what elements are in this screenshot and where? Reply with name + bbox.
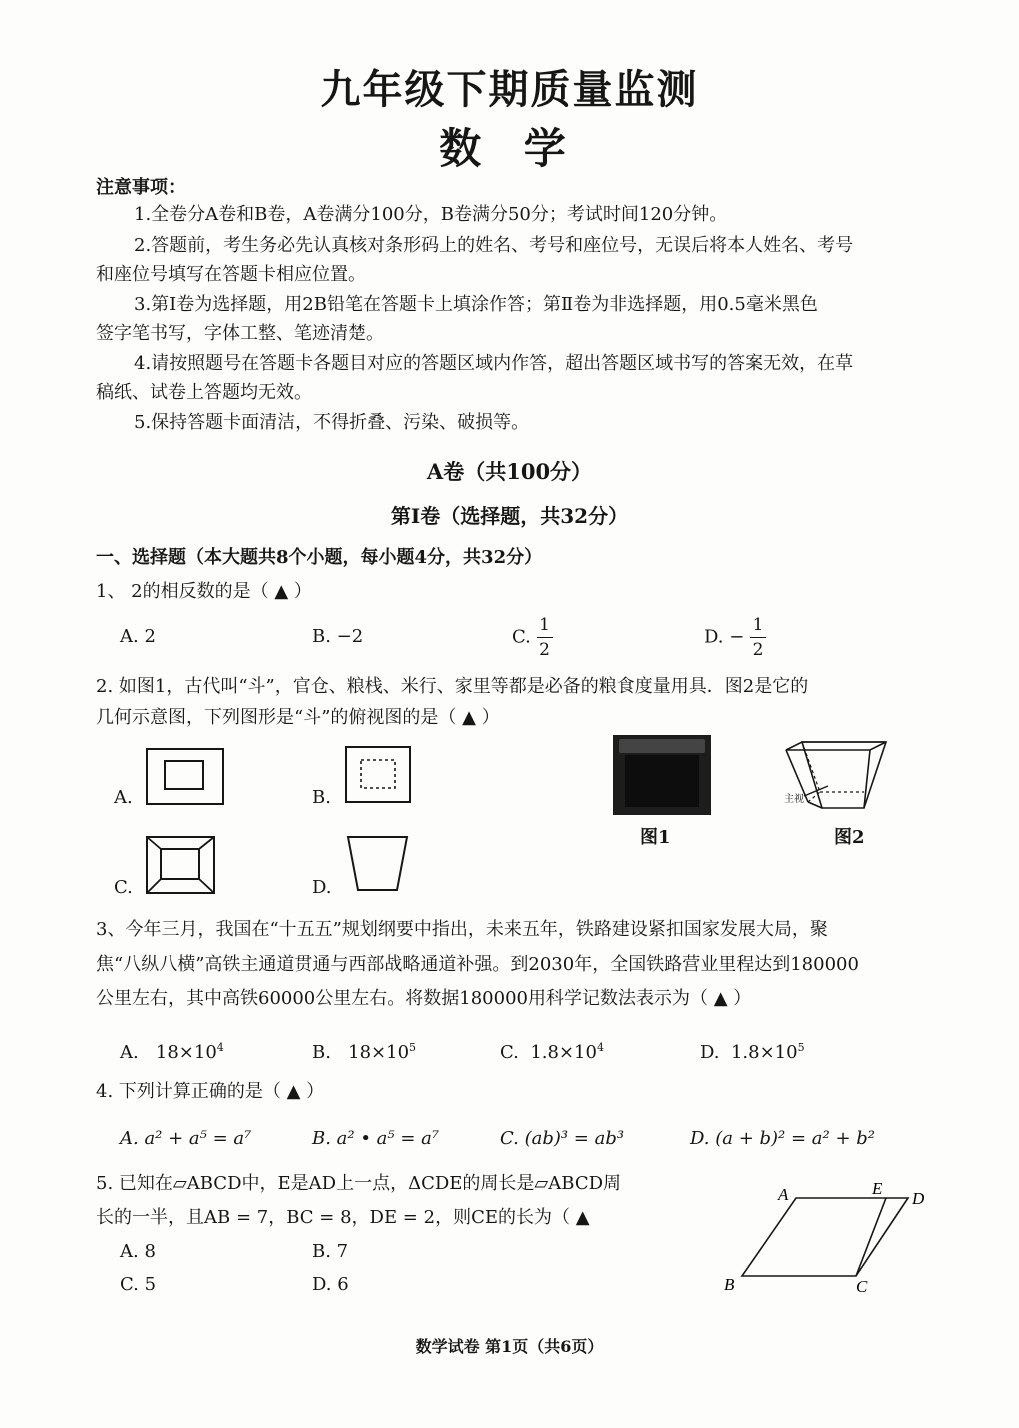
parallelogram-figure	[720, 1178, 940, 1298]
q2-option-b-label: B.	[312, 787, 331, 808]
figure-2-note: 主视	[784, 794, 804, 805]
q5-option-a: A. 8	[120, 1241, 156, 1262]
notice-item: 3.第Ⅰ卷为选择题，用2B铅笔在答题卡上填涂作答；第Ⅱ卷为非选择题，用0.5毫米黑色	[134, 294, 818, 315]
q1-option-d: D. − $\frac{1}{2}$	[704, 615, 766, 660]
notice-item: 和座位号填写在答题卡相应位置。	[96, 264, 366, 285]
q5-line: 长的一半，且AB = 7，BC = 8，DE = 2，则CE的长为（ ▲	[96, 1207, 590, 1228]
q3-option-a: A. $18\times 10^4$	[120, 1041, 224, 1063]
page-title: 九年级下期质量监测	[320, 66, 699, 113]
notice-item: 4.请按照题号在答题卡各题目对应的答题区域内作答，超出答题区域书写的答案无效，在草	[134, 353, 854, 374]
figure-1-photo	[613, 735, 711, 815]
q4-option-c: C. (ab)³ = ab³	[500, 1128, 625, 1149]
figure-2-caption: 图2	[834, 827, 865, 848]
q2-line: 2. 如图1，古代叫“斗”，官仓、粮栈、米行、家里等都是必备的粮食度量用具．图2是它的	[96, 676, 809, 697]
notice-item: 5.保持答题卡面清洁，不得折叠、污染、破损等。	[134, 412, 530, 433]
q3-option-b: B. $18\times 10^5$	[312, 1041, 417, 1063]
q2-option-c-figure	[146, 836, 216, 896]
q5-option-d: D. 6	[312, 1274, 349, 1295]
q3-line: 3、今年三月，我国在“十五五”规划纲要中指出，未来五年，铁路建设紧扣国家发展大局，聚	[96, 919, 828, 940]
q5-option-b: B. 7	[312, 1241, 349, 1262]
q4-option-d: D. (a + b)² = a² + b²	[690, 1128, 876, 1149]
section-juan1: 第Ⅰ卷（选择题，共32分）	[390, 504, 629, 528]
page-footer: 数学试卷 第1页（共6页）	[415, 1337, 604, 1356]
notice-item: 2.答题前，考生务必先认真核对条形码上的姓名、考号和座位号，无误后将本人姓名、考号	[134, 235, 854, 256]
notice-heading: 注意事项：	[96, 177, 186, 198]
q5-line: 5. 已知在▱ABCD中，E是AD上一点，ΔCDE的周长是▱ABCD周	[96, 1173, 622, 1194]
vertex-label-b: B	[724, 1275, 735, 1294]
figure-1-caption: 图1	[640, 827, 671, 848]
q3-line: 公里左右，其中高铁60000公里左右。将数据180000用科学记数法表示为（ ▲ ）	[96, 988, 752, 1009]
q1-option-a: A. 2	[120, 626, 156, 647]
notice-item: 签字笔书写，字体工整、笔迹清楚。	[96, 323, 384, 344]
q5-option-c: C. 5	[120, 1274, 157, 1295]
section-a-juan: A卷（共100分）	[426, 459, 593, 484]
vertex-label-d: D	[912, 1189, 925, 1208]
vertex-label-a: A	[778, 1185, 789, 1204]
q2-option-a-figure	[146, 748, 226, 806]
part1-heading: 一、选择题（本大题共8个小题，每小题4分，共32分）	[96, 547, 543, 568]
subject-title: 数 学	[439, 124, 580, 173]
q2-option-d-figure	[347, 836, 409, 892]
q2-option-b-figure	[345, 746, 413, 804]
q4-option-b: B. a² • a⁵ = a⁷	[312, 1128, 440, 1149]
q2-line: 几何示意图，下列图形是“斗”的俯视图的是（ ▲ ）	[96, 707, 500, 728]
q2-option-d-label: D.	[312, 877, 332, 898]
fraction: $\frac{1}{2}$	[750, 615, 766, 660]
q3-option-d: D. $1.8\times 10^5$	[700, 1041, 805, 1063]
fraction: $\frac{1}{2}$	[537, 615, 553, 660]
vertex-label-c: C	[856, 1277, 868, 1296]
notice-item: 1.全卷分A卷和B卷，A卷满分100分，B卷满分50分；考试时间120分钟。	[134, 204, 728, 225]
notice-item: 稿纸、试卷上答题均无效。	[96, 382, 312, 403]
vertex-label-e: E	[872, 1179, 883, 1198]
q1-option-c: C. $\frac{1}{2}$	[512, 615, 553, 660]
q4-stem: 4. 下列计算正确的是（ ▲ ）	[96, 1081, 325, 1102]
q3-line: 焦“八纵八横”高铁主通道贯通与西部战略通道补强。到2030年，全国铁路营业里程达到180000	[96, 954, 859, 975]
q3-option-c: C. $1.8\times 10^4$	[500, 1041, 604, 1063]
q2-option-c-label: C.	[114, 877, 133, 898]
q1-stem: 1、 2的相反数的是（ ▲ ）	[96, 581, 312, 602]
q2-option-a-label: A.	[114, 787, 133, 808]
q4-option-a: A. a² + a⁵ = a⁷	[120, 1128, 252, 1149]
q1-option-b: B. −2	[312, 626, 364, 647]
